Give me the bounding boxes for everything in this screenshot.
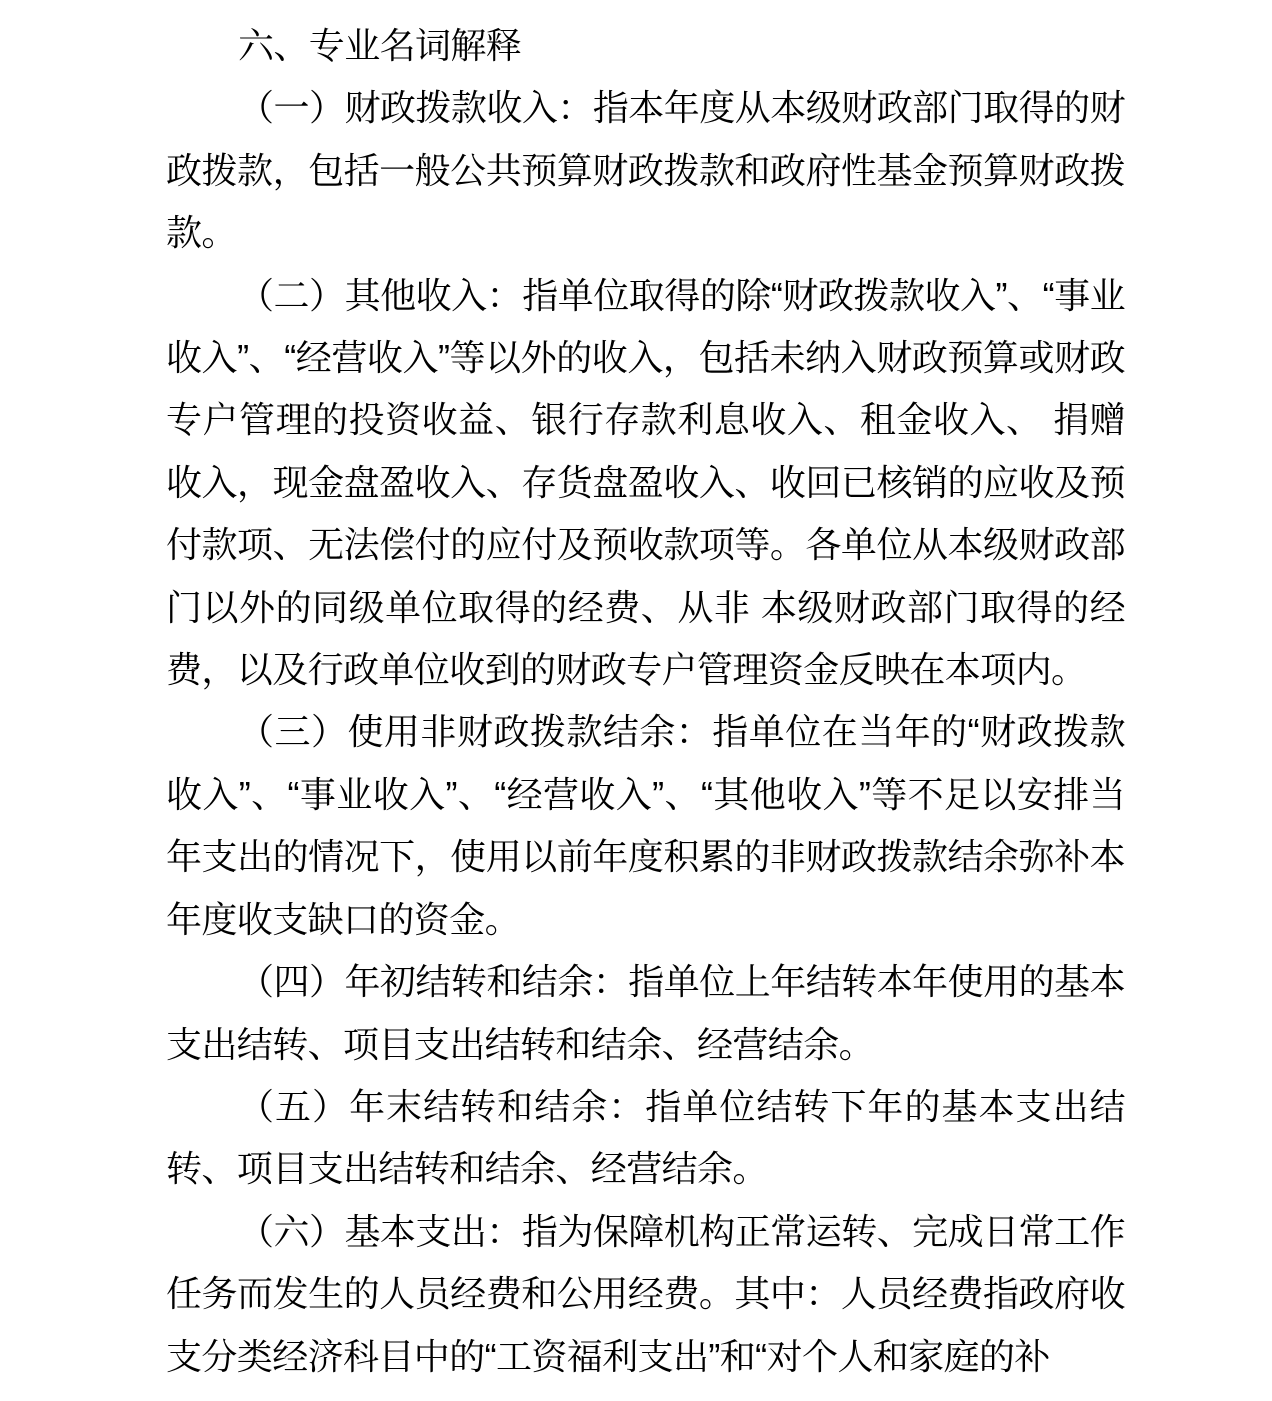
definition-basic-expenditure: （六）基本支出：指为保障机构正常运转、完成日常工作任务而发生的人员经费和公用经费。其中：人员经费指政府收支分类经济科目中的“工资福利支出”和“对个人和家庭的补	[166, 1210, 1125, 1377]
definition-fiscal-appropriation-income: （一）财政拨款收入：指本年度从本级财政部门取得的财政拨款，包括一般公共预算财政拨款和政府性基金预算财政拨款。	[166, 87, 1125, 254]
definition-use-of-non-fiscal-appropriation-surplus: （三）使用非财政拨款结余：指单位在当年的“财政拨款收入”、“事业收入”、“经营收入”、“其他收入”等不足以安排当年支出的情况下，使用以前年度积累的非财政拨款结余弥补本年度收支缺口的资金。	[166, 711, 1125, 940]
definition-beginning-year-carryover-and-surplus: （四）年初结转和结余：指单位上年结转本年使用的基本支出结转、项目支出结转和结余、经营结余。	[166, 961, 1125, 1065]
definition-other-income: （二）其他收入：指单位取得的除“财政拨款收入”、“事业收入”、“经营收入”等以外的收入，包括未纳入财政预算或财政专户管理的投资收益、银行存款利息收入、租金收入、 捐赠收入，现金盘盈收入、存货盘盈收入、收回已核销的应收及预付款项、无法偿付的应付及预收款项等。各单位从本级财政部门以外的同级单位取得的经费、从非 本级财政部门取得的经费，以及行政单位收到的财政专户管理资金反映在本项内。	[166, 274, 1125, 691]
section-title: 六、专业名词解释	[238, 25, 522, 66]
definition-year-end-carryover-and-surplus: （五）年末结转和结余：指单位结转下年的基本支出结转、项目支出结转和结余、经营结余。	[166, 1085, 1125, 1190]
